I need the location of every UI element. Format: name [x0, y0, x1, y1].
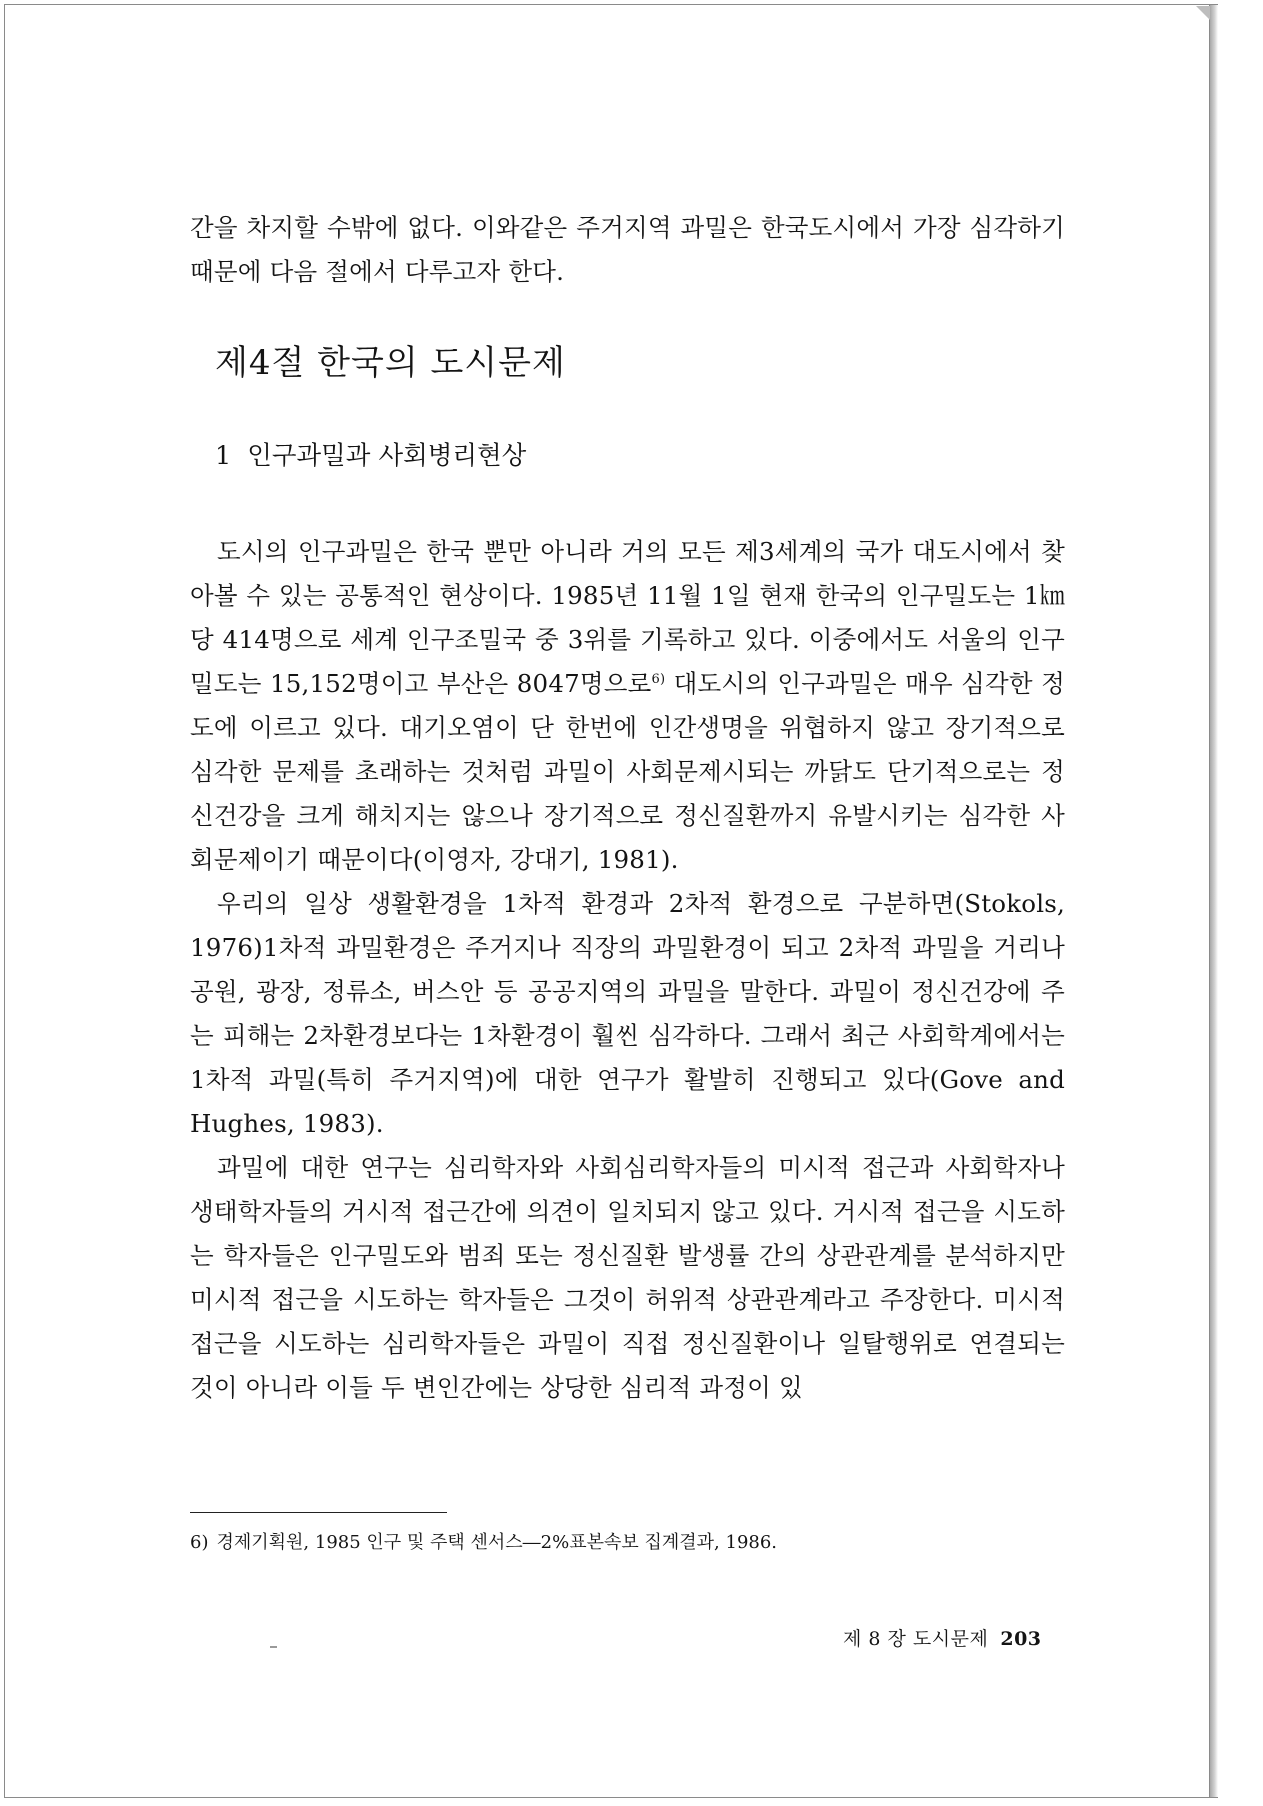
scan-speck — [270, 1646, 277, 1648]
body-paragraph-3: 과밀에 대한 연구는 심리학자와 사회심리학자들의 미시적 접근과 사회학자나 생태학자들의 거시적 접근간에 의견이 일치되지 않고 있다. 거시적 접근을 시도하는 학자들은 인구밀도와 범죄 또는 정신질환 발생률 간의 상관관계를 분석하지만 미시적 접근을 시도하는 학자들은 그것이 허위적 상관관계라고 주장한다. 미시적 접근을 시도하는 심리학자들은 과밀이 직접 정신질환이나 일탈행위로 연결되는 것이 아니라 이들 두 변인간에는 상당한 심리적 과정이 있 — [190, 1153, 1065, 1402]
running-footer — [843, 1625, 1042, 1653]
section-heading: 제4절 한국의 도시문제 — [215, 343, 566, 383]
footnote-reference-6: 6) — [651, 671, 666, 687]
continuation-text-block — [190, 206, 1065, 294]
body-paragraph-1 — [190, 530, 1065, 882]
footnote-number: 6) — [190, 1532, 209, 1553]
page-number: 203 — [1000, 1628, 1042, 1650]
paragraph-1-text-a: 도시의 인구과밀은 한국 뿐만 아니라 거의 모든 제3세계의 국가 대도시에서 찾아볼 수 있는 공통적인 현상이다. 1985년 11월 1일 현재 한국의 인구밀도는 1㎞당 414명으로 세계 인구조밀국 중 3위를 기록하고 있다. 이중에서도 서울의 인구밀도는 15,152명이고 부산은 8047명으로 — [190, 537, 1065, 698]
page-corner-fold — [1196, 6, 1210, 20]
footnote-text: 경제기획원, 1985 인구 및 주택 센서스―2%표본속보 집계결과, 1986. — [216, 1532, 778, 1553]
paragraph-1-text-b: 대도시의 인구과밀은 매우 심각한 정도에 이르고 있다. 대기오염이 단 한번에 인간생명을 위협하지 않고 장기적으로 심각한 문제를 초래하는 것처럼 과밀이 사회문제시되는 까닭도 단기적으로는 정신건강을 크게 해치지는 않으나 장기적으로 정신질환까지 유발시키는 심각한 사회문제이기 때문이다(이영자, 강대기, 1981). — [190, 669, 1065, 874]
continuation-paragraph: 간을 차지할 수밖에 없다. 이와같은 주거지역 과밀은 한국도시에서 가장 심각하기 때문에 다음 절에서 다루고자 한다. — [190, 213, 1065, 286]
running-head-chapter: 제 8 장 도시문제 — [843, 1628, 989, 1650]
subsection-title: 인구과밀과 사회병리현상 — [247, 441, 527, 471]
footnote-separator — [190, 1512, 447, 1513]
subsection-number: 1 — [215, 441, 232, 471]
body-paragraph-2: 우리의 일상 생활환경을 1차적 환경과 2차적 환경으로 구분하면(Stokols, 1976)1차적 과밀환경은 주거지나 직장의 과밀환경이 되고 2차적 과밀을 거리나 공원, 광장, 정류소, 버스안 등 공공지역의 과밀을 말한다. 과밀이 정신건강에 주는 피해는 2차환경보다는 1차환경이 훨씬 심각하다. 그래서 최근 사회학계에서는 1차적 과밀(특히 주거지역)에 대한 연구가 활발히 진행되고 있다(Gove and Hughes, 1983). — [190, 889, 1065, 1138]
footnote-6 — [190, 1528, 777, 1558]
subsection-heading — [215, 437, 526, 475]
page-edge-shadow — [1210, 4, 1218, 1798]
body-text-block — [190, 530, 1065, 1410]
